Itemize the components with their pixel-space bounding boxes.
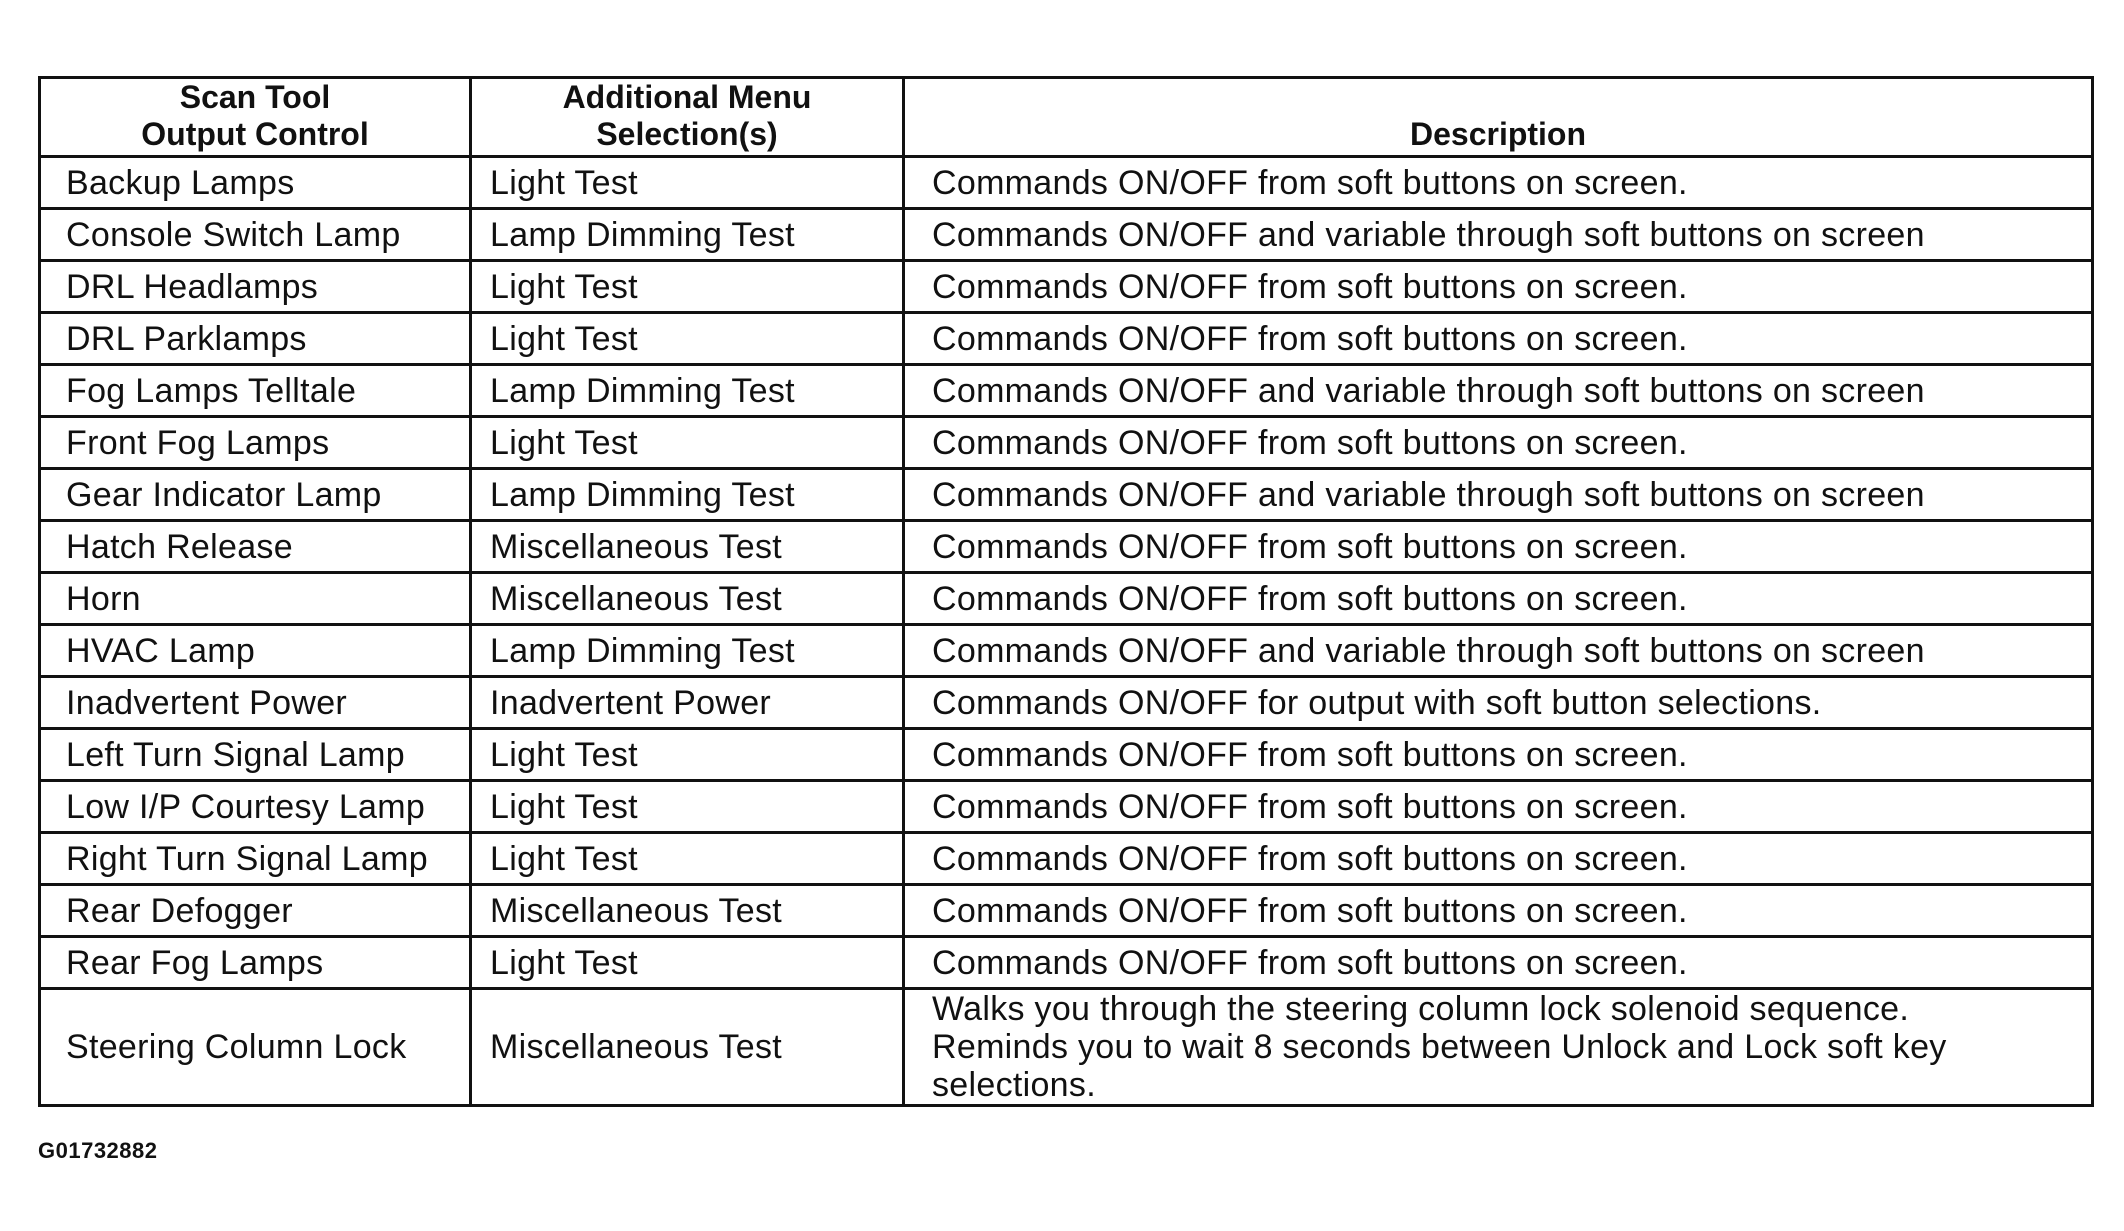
table-row [40, 625, 2093, 677]
cell-menu-selection: Light Test [471, 157, 904, 209]
table-row-steering-column-lock [40, 989, 2093, 1106]
cell-menu-selection: Light Test [471, 313, 904, 365]
cell-menu-selection: Light Test [471, 729, 904, 781]
cell-output-control: Horn [40, 573, 471, 625]
cell-output-control: Right Turn Signal Lamp [40, 833, 471, 885]
cell-output-control: Gear Indicator Lamp [40, 469, 471, 521]
cell-description: Commands ON/OFF and variable through soft buttons on screen [904, 625, 2093, 677]
cell-menu-selection: Miscellaneous Test [471, 885, 904, 937]
table-row [40, 677, 2093, 729]
cell-output-control: Steering Column Lock [40, 989, 471, 1106]
table-row [40, 937, 2093, 989]
cell-menu-selection: Light Test [471, 833, 904, 885]
table-row [40, 781, 2093, 833]
output-control-table-container [38, 76, 2091, 1107]
cell-menu-selection: Light Test [471, 417, 904, 469]
cell-output-control: DRL Headlamps [40, 261, 471, 313]
table-row [40, 209, 2093, 261]
table-row [40, 417, 2093, 469]
table-row [40, 261, 2093, 313]
header-description-label: Description [1409, 116, 1587, 152]
cell-output-control: Low I/P Courtesy Lamp [40, 781, 471, 833]
cell-description: Commands ON/OFF from soft buttons on screen. [904, 313, 2093, 365]
cell-description: Commands ON/OFF from soft buttons on screen. [904, 833, 2093, 885]
cell-output-control: Rear Fog Lamps [40, 937, 471, 989]
description-line-1: Walks you through the steering column lock solenoid sequence. [932, 990, 1910, 1028]
cell-output-control: DRL Parklamps [40, 313, 471, 365]
cell-menu-selection: Inadvertent Power [471, 677, 904, 729]
cell-menu-selection: Lamp Dimming Test [471, 365, 904, 417]
cell-description: Commands ON/OFF from soft buttons on screen. [904, 937, 2093, 989]
output-control-table [38, 76, 2094, 1107]
table-row [40, 833, 2093, 885]
cell-description: Commands ON/OFF from soft buttons on screen. [904, 573, 2093, 625]
header-output-control-line2: Output Control [141, 116, 369, 152]
cell-description: Commands ON/OFF from soft buttons on screen. [904, 781, 2093, 833]
cell-description: Commands ON/OFF for output with soft button selections. [904, 677, 2093, 729]
cell-output-control: HVAC Lamp [40, 625, 471, 677]
cell-description: Commands ON/OFF and variable through soft buttons on screen [904, 469, 2093, 521]
table-row [40, 469, 2093, 521]
cell-description [904, 989, 2093, 1106]
cell-description: Commands ON/OFF from soft buttons on screen. [904, 157, 2093, 209]
header-menu-line2: Selection(s) [596, 116, 778, 152]
cell-output-control: Hatch Release [40, 521, 471, 573]
cell-menu-selection: Light Test [471, 937, 904, 989]
cell-menu-selection: Light Test [471, 261, 904, 313]
table-body [40, 157, 2093, 1106]
table-row [40, 521, 2093, 573]
cell-description: Commands ON/OFF from soft buttons on screen. [904, 729, 2093, 781]
header-output-control-line1: Scan Tool [179, 79, 331, 115]
header-description [904, 78, 2093, 157]
figure-id: G01732882 [38, 1138, 158, 1163]
header-menu-line1: Additional Menu [562, 79, 812, 115]
cell-menu-selection: Miscellaneous Test [471, 521, 904, 573]
table-row [40, 313, 2093, 365]
cell-output-control: Front Fog Lamps [40, 417, 471, 469]
table-row [40, 729, 2093, 781]
table-row [40, 365, 2093, 417]
cell-description: Commands ON/OFF from soft buttons on screen. [904, 521, 2093, 573]
table-header-row [40, 78, 2093, 157]
description-line-2: Reminds you to wait 8 seconds between Unlock and Lock soft key [932, 1028, 1947, 1066]
cell-output-control: Left Turn Signal Lamp [40, 729, 471, 781]
cell-output-control: Inadvertent Power [40, 677, 471, 729]
cell-menu-selection: Lamp Dimming Test [471, 469, 904, 521]
cell-menu-selection: Light Test [471, 781, 904, 833]
table-row [40, 573, 2093, 625]
cell-description: Commands ON/OFF from soft buttons on screen. [904, 885, 2093, 937]
cell-menu-selection: Lamp Dimming Test [471, 625, 904, 677]
cell-description: Commands ON/OFF and variable through soft buttons on screen [904, 365, 2093, 417]
cell-output-control: Rear Defogger [40, 885, 471, 937]
cell-menu-selection: Miscellaneous Test [471, 989, 904, 1106]
table-row [40, 885, 2093, 937]
cell-output-control: Fog Lamps Telltale [40, 365, 471, 417]
cell-output-control: Backup Lamps [40, 157, 471, 209]
cell-menu-selection: Miscellaneous Test [471, 573, 904, 625]
cell-menu-selection: Lamp Dimming Test [471, 209, 904, 261]
cell-description: Commands ON/OFF from soft buttons on screen. [904, 261, 2093, 313]
cell-description: Commands ON/OFF from soft buttons on screen. [904, 417, 2093, 469]
header-menu-selection [471, 78, 904, 157]
header-output-control [40, 78, 471, 157]
description-line-3: selections. [932, 1066, 1096, 1104]
table-row [40, 157, 2093, 209]
cell-output-control: Console Switch Lamp [40, 209, 471, 261]
cell-description: Commands ON/OFF and variable through soft buttons on screen [904, 209, 2093, 261]
